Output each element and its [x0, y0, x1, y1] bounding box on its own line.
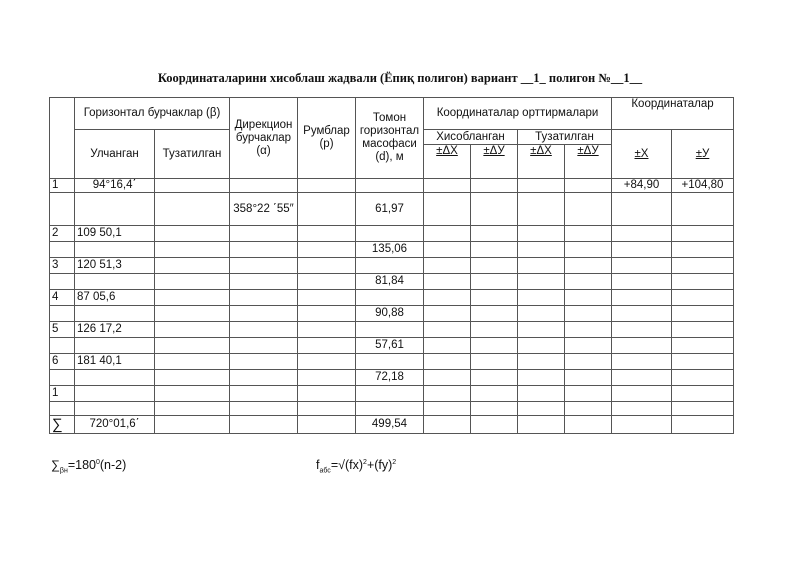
sum-row — [50, 416, 734, 434]
beta-measured: 120 51,3 — [75, 258, 155, 274]
formula-sigma: ∑ — [51, 458, 60, 472]
sum-distance: 499,54 — [356, 416, 424, 434]
table-row — [50, 226, 734, 242]
y-coord: +104,80 — [672, 179, 734, 193]
distance: 57,61 — [356, 338, 424, 354]
formula-sub: βн — [59, 467, 68, 475]
increments-header: Координаталар орттирмалари — [424, 98, 612, 130]
dy-calc-header: ±ΔУ — [471, 145, 518, 179]
rumb-header: Румблар (р) — [298, 98, 356, 179]
beta-measured: 181 40,1 — [75, 354, 155, 370]
formula-text: =√(fx) — [330, 458, 364, 472]
table-row — [50, 402, 734, 416]
table-row — [50, 354, 734, 370]
horiz-angles-header: Горизонтал бурчаклар (β) — [75, 98, 230, 130]
formula-sup: 0 — [95, 458, 100, 466]
coords-header: Координаталар — [612, 98, 734, 130]
table-row — [50, 306, 734, 322]
formula-text: (n-2) — [99, 458, 127, 472]
point-num: 2 — [50, 226, 75, 242]
formula-sup: 2 — [363, 458, 367, 466]
point-num: 1 — [50, 386, 75, 402]
table-row — [50, 386, 734, 402]
table-row — [50, 242, 734, 258]
table-row — [50, 179, 734, 193]
distance: 135,06 — [356, 242, 424, 258]
x-header: ±X — [612, 130, 672, 179]
direction-header: Дирекцион бурчаклар (α) — [230, 98, 298, 179]
num-header-cell — [50, 98, 75, 179]
distance: 61,97 — [356, 193, 424, 226]
dy-adj-header: ±ΔУ — [565, 145, 612, 179]
coordinates-table — [49, 97, 734, 434]
calculated-header: Хисобланган — [424, 130, 518, 145]
distance: 72,18 — [356, 370, 424, 386]
table-row — [50, 290, 734, 306]
corrected-header: Тузатилган — [155, 130, 230, 179]
point-num: 5 — [50, 322, 75, 338]
point-num: 1 — [50, 179, 75, 193]
formula-text: =180 — [67, 458, 96, 472]
dx-calc-header: ±ΔX — [424, 145, 471, 179]
beta-measured: 87 05,6 — [75, 290, 155, 306]
measured-header: Улчанган — [75, 130, 155, 179]
table-row — [50, 370, 734, 386]
angle-sum-formula — [51, 458, 126, 475]
table-row — [50, 193, 734, 226]
distance-header: Томон горизонтал масофаси (d), м — [356, 98, 424, 179]
table-row — [50, 258, 734, 274]
distance: 90,88 — [356, 306, 424, 322]
distance: 81,84 — [356, 274, 424, 290]
direction-angle: 358°22 ΄55″ — [230, 193, 298, 226]
formula-text: +(fy) — [366, 458, 393, 472]
point-num: 4 — [50, 290, 75, 306]
adjusted-header: Тузатилган — [518, 130, 612, 145]
point-num: 3 — [50, 258, 75, 274]
sum-sign: ∑ — [50, 416, 75, 434]
formula-sup: 2 — [392, 458, 397, 466]
table-row — [50, 338, 734, 354]
formula-sub: абс — [319, 467, 331, 475]
formula-text: f — [316, 458, 320, 472]
page-title: Координаталарини хисоблаш жадвали (Ёпиқ полигон) вариант __1_ полигон №__1__ — [157, 71, 643, 85]
sum-beta: 720°01,6΄ — [75, 416, 155, 434]
beta-measured: 126 17,2 — [75, 322, 155, 338]
beta-measured: 94°16,4΄ — [75, 179, 155, 193]
table-row — [50, 322, 734, 338]
x-coord: +84,90 — [612, 179, 672, 193]
table-row — [50, 274, 734, 290]
abs-error-formula — [316, 458, 396, 475]
dx-adj-header: ±ΔX — [518, 145, 565, 179]
y-header: ±У — [672, 130, 734, 179]
beta-measured: 109 50,1 — [75, 226, 155, 242]
point-num: 6 — [50, 354, 75, 370]
